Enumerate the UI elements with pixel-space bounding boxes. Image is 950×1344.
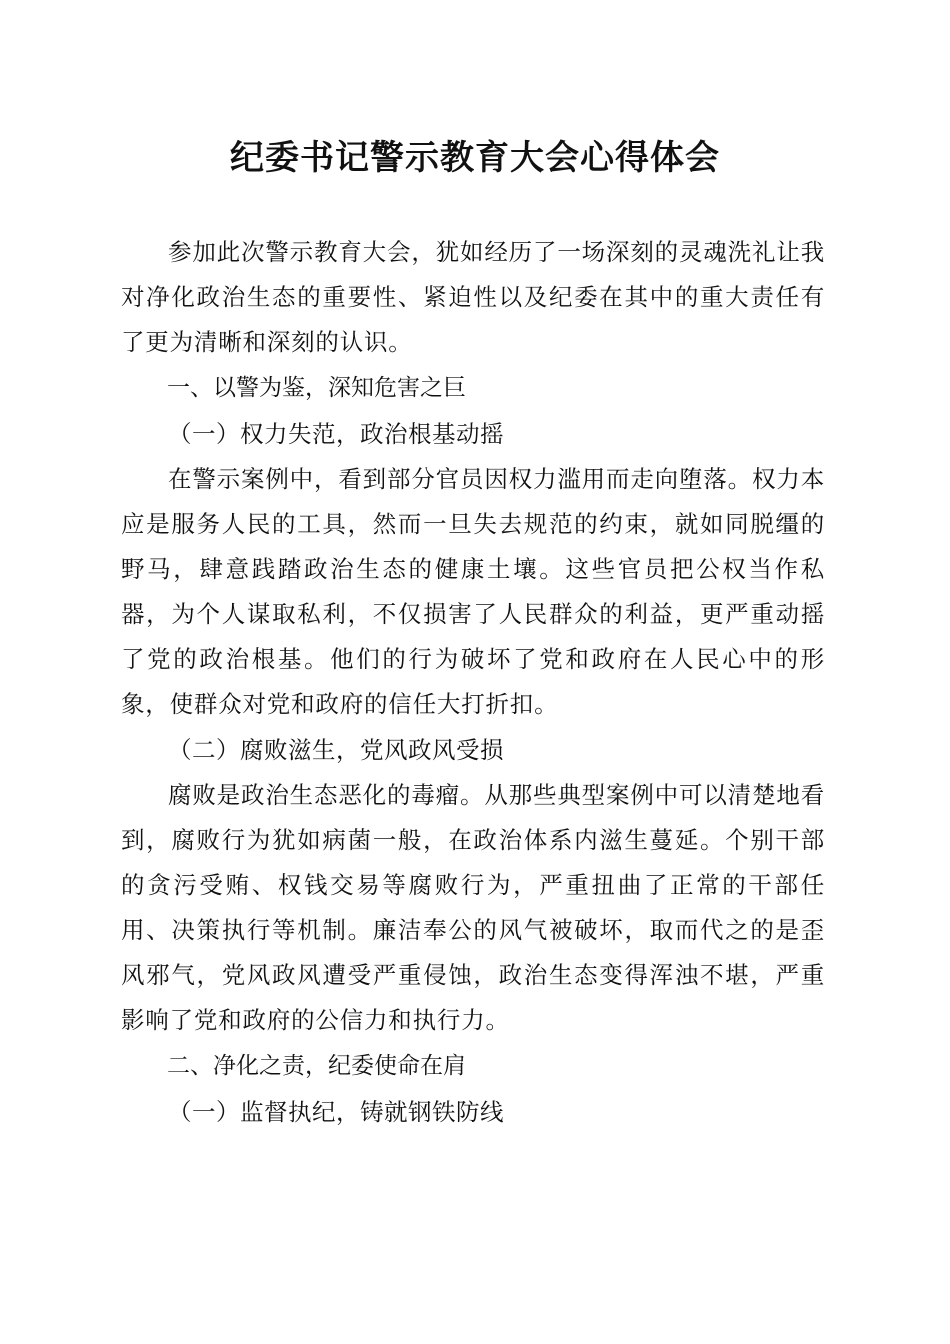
section-1-heading: 一、以警为鉴，深知危害之巨 bbox=[167, 375, 466, 401]
intro-paragraph: 参加此次警示教育大会，犹如经历了一场深刻的灵魂洗礼让我对净化政治生态的重要性、紧迫性以及纪委在其中的重大责任有了更为清晰和深刻的认识。 bbox=[121, 238, 825, 356]
section-1-2-paragraph: 腐败是政治生态恶化的毒瘤。从那些典型案例中可以清楚地看到，腐败行为犹如病菌一般，在政治体系内滋生蔓延。个别干部的贪污受贿、权钱交易等腐败行为，严重扭曲了正常的干部任用、决策执行等机制。廉洁奉公的风气被破坏，取而代之的是歪风邪气，党风政风遭受严重侵蚀，政治生态变得浑浊不堪，严重影响了党和政府的公信力和执行力。 bbox=[121, 781, 825, 1034]
section-2-heading: 二、净化之责，纪委使命在肩 bbox=[167, 1053, 466, 1079]
document-body bbox=[121, 230, 825, 1135]
document-title: 纪委书记警示教育大会心得体会 bbox=[230, 138, 720, 178]
section-1-2-heading: （二）腐败滋生，党风政风受损 bbox=[168, 736, 504, 764]
section-2-1-heading: （一）监督执纪，铸就钢铁防线 bbox=[168, 1098, 504, 1126]
section-1-1-paragraph: 在警示案例中，看到部分官员因权力滥用而走向堕落。权力本应是服务人民的工具，然而一旦失去规范的约束，就如同脱缰的野马，肆意践踏政治生态的健康土壤。这些官员把公权当作私器，为个人谋取私利，不仅损害了人民群众的利益，更严重动摇了党的政治根基。他们的行为破坏了党和政府在人民心中的形象，使群众对党和政府的信任大打折扣。 bbox=[121, 465, 825, 718]
section-1-1-heading: （一）权力失范，政治根基动摇 bbox=[168, 420, 504, 448]
